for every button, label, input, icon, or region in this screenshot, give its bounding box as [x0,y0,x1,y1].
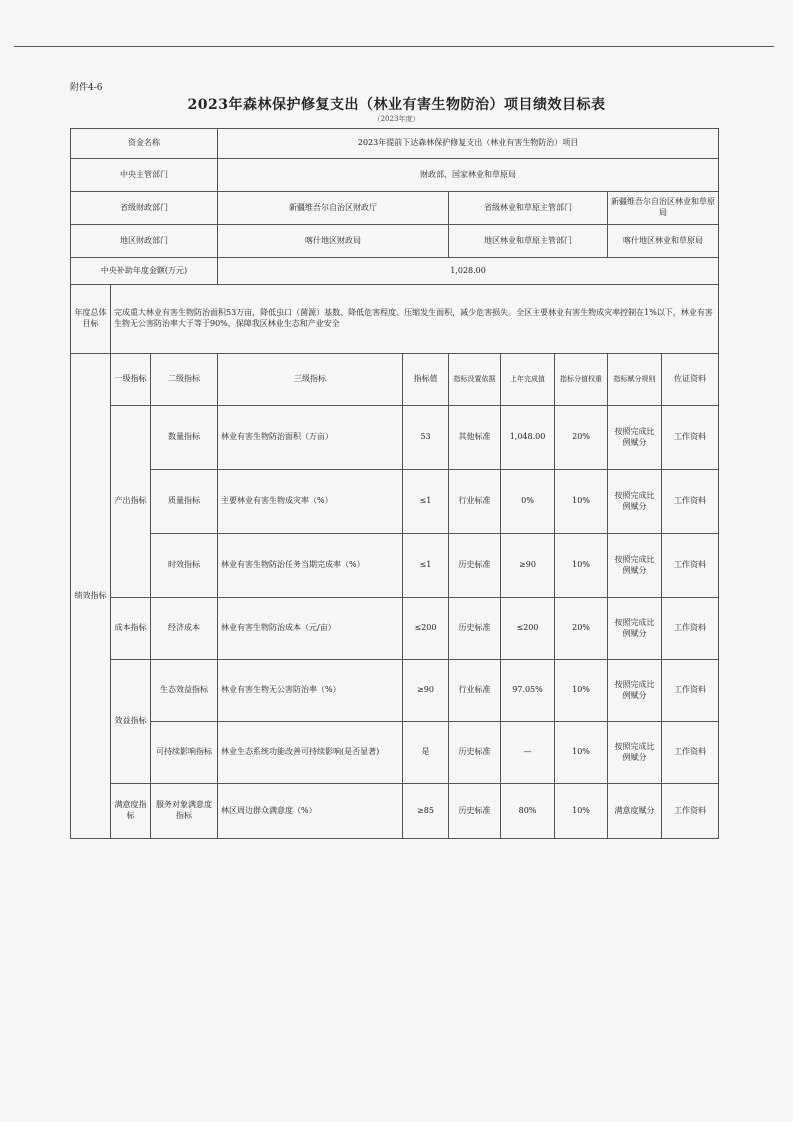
level2-cell: 服务对象满意度指标 [151,784,218,839]
value-cell: 是 [403,722,449,784]
last-year-cell: — [501,722,555,784]
level1-cost: 成本指标 [111,598,151,660]
header-evidence: 佐证资料 [662,354,719,406]
subsidy-label: 中央补助年度金额(万元) [71,258,218,285]
fund-name-label: 资金名称 [71,129,218,159]
value-cell: ≥90 [403,660,449,722]
evidence-cell: 工作资料 [662,534,719,598]
basis-cell: 行业标准 [449,470,501,534]
value-cell: ≤1 [403,534,449,598]
weight-cell: 20% [555,598,608,660]
annual-goal-row [71,285,719,354]
header-value: 指标值 [403,354,449,406]
level3-cell: 林业有害生物防治面积（万亩） [218,406,403,470]
attachment-label: 附件4-6 [70,83,103,93]
value-cell: ≤200 [403,598,449,660]
value-cell: ≥85 [403,784,449,839]
regional-finance-value: 喀什地区财政局 [218,225,449,258]
basis-cell: 历史标准 [449,784,501,839]
fund-name-row [71,129,719,159]
provincial-forest-value: 新疆维吾尔自治区林业和草原局 [608,192,719,225]
evidence-cell: 工作资料 [662,660,719,722]
weight-cell: 10% [555,784,608,839]
last-year-cell: 0% [501,470,555,534]
level1-satisfaction: 满意度指标 [111,784,151,839]
weight-cell: 10% [555,660,608,722]
weight-cell: 10% [555,722,608,784]
rule-cell: 满意度赋分 [608,784,662,839]
weight-cell: 20% [555,406,608,470]
rule-cell: 按照完成比例赋分 [608,470,662,534]
annual-goal-label: 年度总体目标 [71,285,111,354]
central-dept-label: 中央主管部门 [71,159,218,192]
performance-indicators-label: 绩效指标 [71,354,111,839]
header-rule: 指标赋分规则 [608,354,662,406]
level1-benefit: 效益指标 [111,660,151,784]
level3-cell: 主要林业有害生物成灾率（%） [218,470,403,534]
level3-cell: 林业有害生物防治成本（元/亩） [218,598,403,660]
basis-cell: 其他标准 [449,406,501,470]
rule-cell: 按照完成比例赋分 [608,660,662,722]
evidence-cell: 工作资料 [662,470,719,534]
last-year-cell: 80% [501,784,555,839]
header-basis: 指标设置依据 [449,354,501,406]
basis-cell: 历史标准 [449,598,501,660]
basis-cell: 历史标准 [449,722,501,784]
weight-cell: 10% [555,534,608,598]
table-row [71,722,719,784]
evidence-cell: 工作资料 [662,598,719,660]
evidence-cell: 工作资料 [662,406,719,470]
rule-cell: 按照完成比例赋分 [608,598,662,660]
regional-row [71,225,719,258]
level2-cell: 质量指标 [151,470,218,534]
provincial-row [71,192,719,225]
provincial-finance-label: 省级财政部门 [71,192,218,225]
weight-cell: 10% [555,470,608,534]
central-dept-value: 财政部、国家林业和草原局 [218,159,719,192]
rule-cell: 按照完成比例赋分 [608,534,662,598]
value-cell: 53 [403,406,449,470]
annual-goal-text: 完成重大林业有害生物防治面积53万亩，降低虫口（菌源）基数、降低危害程度、压缩发生面积，减少危害损失。全区主要林业有害生物成灾率控制在1%以下，林业有害生物无公害防治率大于等于90%，保障我区林业生态和产业安全 [111,285,719,354]
level3-cell: 林业有害生物防治任务当期完成率（%） [218,534,403,598]
level3-cell: 林业有害生物无公害防治率（%） [218,660,403,722]
indicator-header-row [71,354,719,406]
subsidy-row [71,258,719,285]
provincial-forest-label: 省级林业和草原主管部门 [449,192,608,225]
performance-target-table [70,128,719,839]
table-row [71,406,719,470]
rule-cell: 按照完成比例赋分 [608,406,662,470]
header-level1: 一级指标 [111,354,151,406]
table-row [71,784,719,839]
evidence-cell: 工作资料 [662,722,719,784]
level2-cell: 生态效益指标 [151,660,218,722]
header-weight: 指标分值权重 [555,354,608,406]
last-year-cell: 1,048.00 [501,406,555,470]
level3-cell: 林区周边群众满意度（%） [218,784,403,839]
table-row [71,598,719,660]
table-row [71,470,719,534]
header-last-year: 上年完成值 [501,354,555,406]
level3-cell: 林业生态系统功能改善可持续影响(是否显著) [218,722,403,784]
level2-cell: 可持续影响指标 [151,722,218,784]
basis-cell: 行业标准 [449,660,501,722]
table-row [71,534,719,598]
basis-cell: 历史标准 [449,534,501,598]
value-cell: ≤1 [403,470,449,534]
subsidy-value: 1,028.00 [218,258,719,285]
level2-cell: 数量指标 [151,406,218,470]
level1-output: 产出指标 [111,406,151,598]
level2-cell: 时效指标 [151,534,218,598]
evidence-cell: 工作资料 [662,784,719,839]
provincial-finance-value: 新疆维吾尔自治区财政厅 [218,192,449,225]
header-level2: 二级指标 [151,354,218,406]
header-level3: 三级指标 [218,354,403,406]
fund-name-value: 2023年提前下达森林保护修复支出（林业有害生物防治）项目 [218,129,719,159]
last-year-cell: ≥90 [501,534,555,598]
rule-cell: 按照完成比例赋分 [608,722,662,784]
central-dept-row [71,159,719,192]
last-year-cell: 97.05% [501,660,555,722]
table-row [71,660,719,722]
year-note: （2023年度） [373,115,420,123]
last-year-cell: ≤200 [501,598,555,660]
regional-forest-value: 喀什地区林业和草原局 [608,225,719,258]
document-title: 2023年森林保护修复支出（林业有害生物防治）项目绩效目标表 [187,97,606,113]
regional-forest-label: 地区林业和草原主管部门 [449,225,608,258]
level2-cell: 经济成本 [151,598,218,660]
scan-border-line [14,46,774,47]
regional-finance-label: 地区财政部门 [71,225,218,258]
